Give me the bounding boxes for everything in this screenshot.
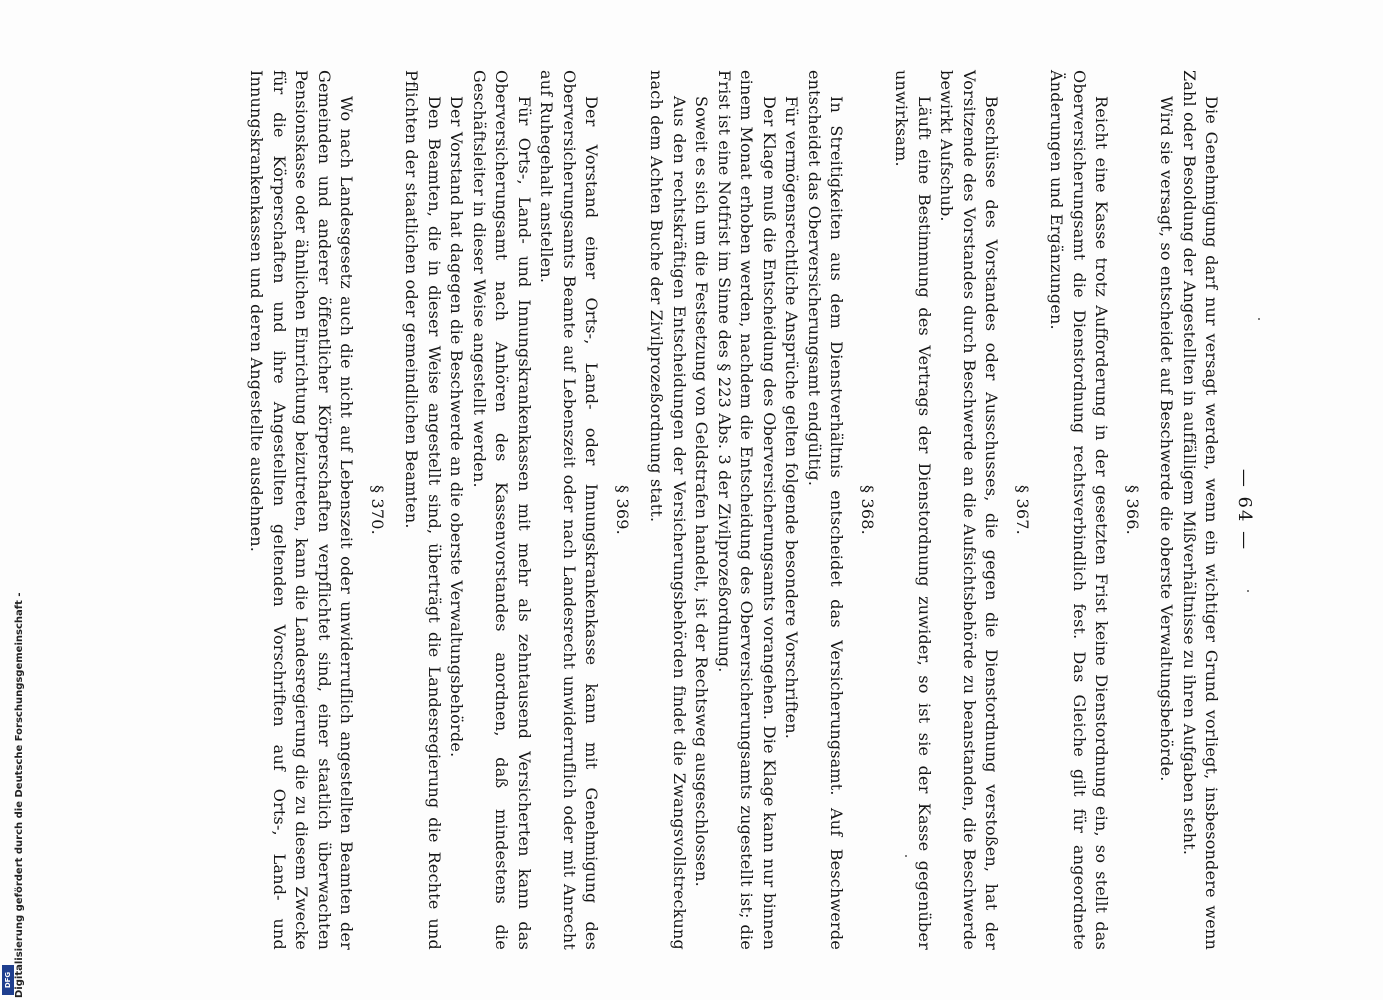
paragraph: Die Genehmigung darf nur versagt werden, wenn ein wichtiger Grund vorliegt, insbesondere wenn Zahl oder Besoldung der Angestellten in auffälligem Mißverhältnisse zu ihren Aufgaben steht.: [1180, 70, 1222, 950]
text-body: [245, 70, 1223, 950]
paragraph: Aus den rechtskräftigen Entscheidungen der Versicherungsbehörden findet die Zwangsvollstreckung nach dem Achten Buche der Zivilprozeßordnung statt.: [647, 70, 689, 950]
paragraph: Beschlüsse des Vorstandes oder Ausschusses, die gegen die Dienstordnung verstoßen, hat der Vorsitzende des Vorstandes durch Beschwerde an die Aufsichtsbehörde zu beanstanden, die Beschwerde bewirkt Aufschub.: [937, 70, 1002, 950]
section-heading: § 368.: [858, 485, 877, 535]
credit-sidebar: [0, 0, 25, 1000]
section-heading: § 367.: [1013, 485, 1032, 535]
dfg-logo: [2, 965, 14, 995]
page-number: — 64 —: [1234, 468, 1255, 552]
digitization-credit: Digitalisierung gefördert durch die Deutsche Forschungsgemeinschaft -: [14, 592, 25, 998]
paragraph: Für Orts-, Land- und Innungskrankenkassen mit mehr als zehntausend Versicherten kann das Oberversicherungsamt nach Anhören des Kassenvorstandes anordnen, daß mindestens die Geschäftsleiter in dieser Weise angestellt werden.: [470, 70, 534, 950]
paragraph: Den Beamten, die in dieser Weise angestellt sind, überträgt die Landesregierung die Rechte und Pflichten der staatlichen oder gemeindlichen Beamten.: [402, 70, 444, 950]
dfg-logo-text: DFG: [4, 971, 12, 989]
scan-speck: [905, 855, 907, 857]
paragraph: In Streitigkeiten aus dem Dienstverhältnis entscheidet das Versicherungsamt. Auf Beschwerde entscheidet das Oberversicherungsamt endgültig.: [805, 70, 847, 950]
scan-speck: [1247, 590, 1249, 592]
paragraph: Der Klage muß die Entscheidung des Oberversicherungsamts vorangehen. Die Klage kann nur binnen einem Monat erhoben werden, nachdem die Entscheidung des Oberversicherungsamts zugestellt ist; die Frist ist eine Notfrist im Sinne des § 223 Abs. 3 der Zivilprozeßordnung.: [715, 70, 779, 950]
paragraph: Wo nach Landesgesetz auch die nicht auf Lebenszeit oder unwiderruflich angestellten Beamten der Gemeinden und anderer öffentlicher Körperschaften verpflichtet sind, einer staatlich überwachten Pensionskasse oder ähnlichen Einrichtung beizutreten, kann die Landesregierung die zu diesem Zwecke für die Körperschaften und ihre Angestellten geltenden Vorschriften auf Orts-, Land- und Innungskrankenkassen und deren Angestellte ausdehnen.: [247, 70, 357, 950]
section-heading: § 366.: [1123, 485, 1142, 535]
paragraph: Läuft eine Bestimmung des Vertrags der Dienstordnung zuwider, so ist sie der Kasse gegenüber unwirksam.: [892, 70, 934, 950]
paragraph: Der Vorstand einer Orts-, Land- oder Innungskrankenkasse kann mit Genehmigung des Oberversicherungsamts Beamte auf Lebenszeit oder nach Landesrecht unwiderruflich oder mit Anrecht auf Ruhegehalt anstellen.: [537, 70, 602, 950]
paragraph: Soweit es sich um die Festsetzung von Geldstrafen handelt, ist der Rechtsweg ausgeschlossen.: [692, 96, 712, 887]
paragraph: Der Vorstand hat dagegen die Beschwerde an die oberste Verwaltungsbehörde.: [447, 96, 467, 758]
scan-speck: [1258, 318, 1260, 320]
section-heading: § 370.: [368, 485, 387, 535]
paragraph: Für vermögensrechtliche Ansprüche gelten folgende besondere Vorschriften.: [782, 96, 802, 740]
rotated-text-column: [145, 70, 1255, 950]
section-heading: § 369.: [613, 485, 632, 535]
paragraph: Reicht eine Kasse trotz Aufforderung in der gesetzten Frist keine Dienstordnung ein, so stellt das Oberversicherungsamt die Dienstordnung rechtsverbindlich fest. Das Gleiche gilt für angeordnete Änderungen und Ergänzungen.: [1047, 70, 1112, 950]
paragraph: Wird sie versagt, so entscheidet auf Beschwerde die oberste Verwaltungsbehörde.: [1157, 96, 1177, 782]
